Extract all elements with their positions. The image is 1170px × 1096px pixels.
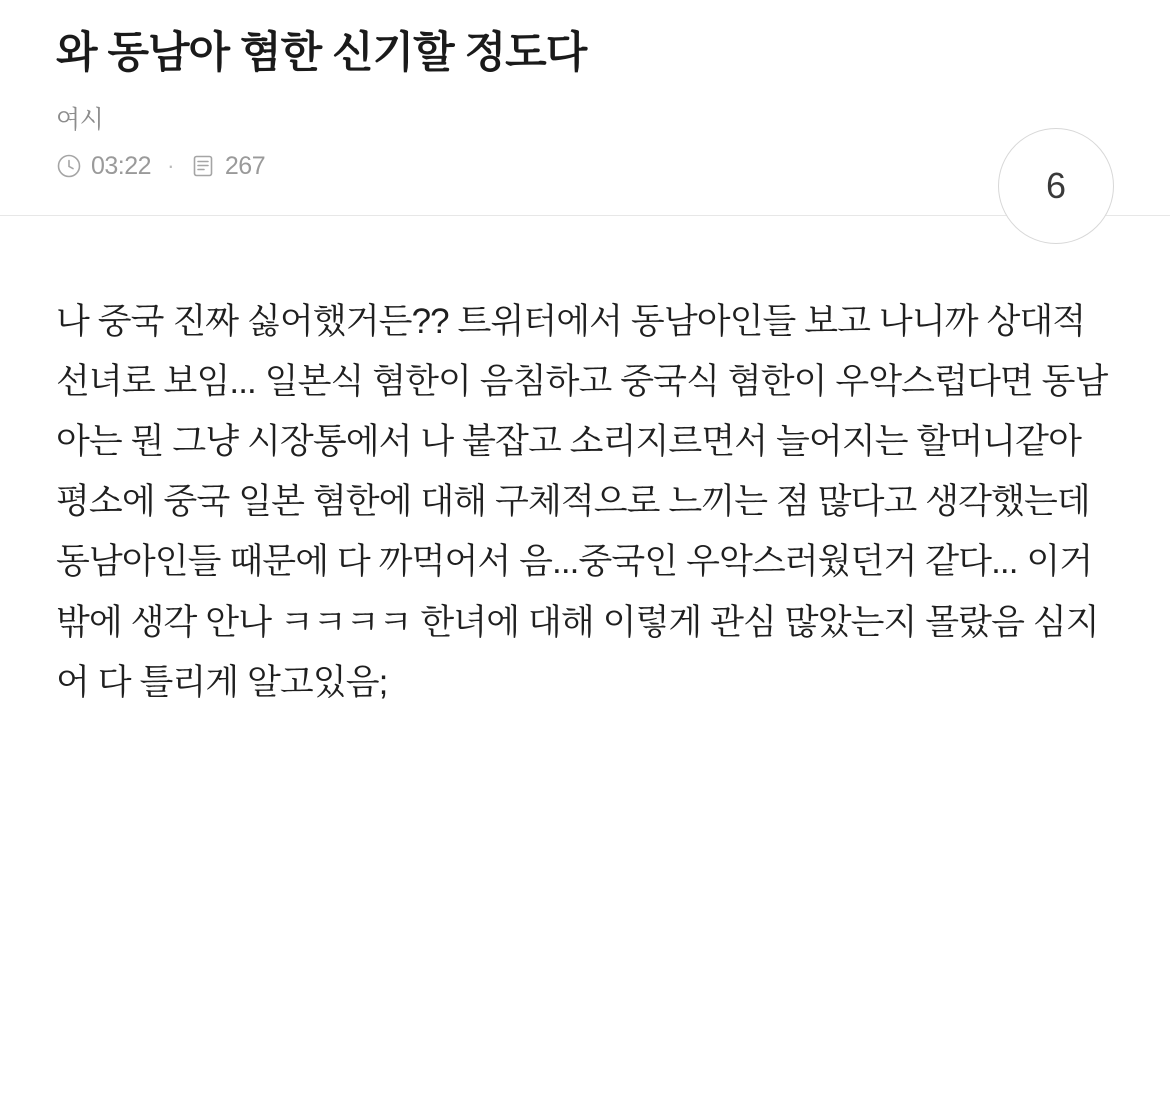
meta-separator: · (167, 153, 174, 179)
post-header (0, 0, 1170, 216)
post-views (190, 152, 265, 181)
document-lines-icon (190, 153, 216, 179)
comment-count-badge[interactable] (998, 128, 1114, 244)
post-time-value: 03:22 (91, 151, 152, 180)
post-time (56, 152, 151, 181)
page-title: 와 동남아 혐한 신기할 정도다 (56, 29, 587, 77)
meta-row (56, 152, 1114, 181)
clock-icon (56, 153, 82, 179)
comment-count-value: 6 (1045, 165, 1067, 206)
post-meta (56, 104, 1114, 181)
post-views-value: 267 (224, 151, 266, 180)
post-body-text: 나 중국 진짜 싫어했거든?? 트위터에서 동남아인들 보고 나니까 상대적 선녀로 보임... 일본식 혐한이 음침하고 중국식 혐한이 우악스럽다면 동남아는 뭔 그냥 시장통에서 나 붙잡고 소리지르면서 늘어지는 할머니같아 평소에 중국 일본 혐한에 대해 구체적으로 느끼는 점 많다고 생각했는데 동남아인들 때문에 다 까먹어서 음...중국인 우악스러웠던거 같다... 이거밖에 생각 안나 ㅋㅋㅋㅋ 한녀에 대해 이렇게 관심 많았는지 몰랐음 심지어 다 틀리게 알고있음; (56, 301, 1108, 702)
post-body (0, 216, 1170, 753)
author-name: 여시 (56, 105, 104, 134)
